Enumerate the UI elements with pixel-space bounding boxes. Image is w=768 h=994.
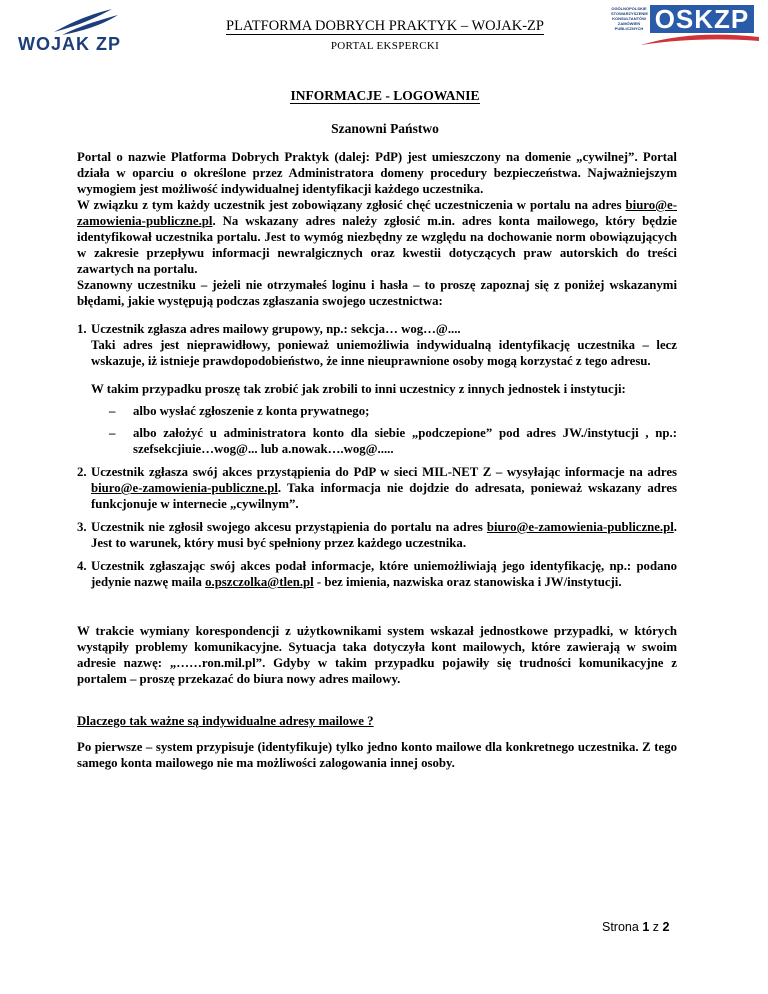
communication-paragraph: W trakcie wymiany korespondencji z użytkownikami system wskazał jednostkowe przypadki, w których wystąpiły problemy komunikacyjne. Sytuacja taka dotyczyła kont mailowych, które zawierają w swoim adresie nazwę: „……ron.mil.pl”. Gdyby w takim przypadku pojawiły się trudności komunikacyjne z portalem – proszę przekazać do biura nowy adres mailowy.: [77, 624, 677, 686]
why-paragraph: Po pierwsze – system przypisuje (identyfikuje) tylko jedno konto mailowe dla konkretnego uczestnika. Z tego samego konta mailowego nie ma możliwości zalogowania innej osoby.: [77, 740, 677, 770]
email-link[interactable]: o.pszczolka@tlen.pl: [205, 575, 314, 589]
wojak-zp-logo: [14, 6, 124, 58]
email-link[interactable]: biuro@e-zamowienia-publiczne.pl: [486, 520, 674, 534]
greeting: Szanowni Państwo: [331, 121, 439, 136]
oskzp-logo-small-text: OGÓLNOPOLSKIE STOWARZYSZENIE KONSULTANTÓW ZAMÓWIEŃ PUBLICZNYCH: [611, 6, 649, 31]
sub-list-item: – albo założyć u administratora konto dla siebie „podczepione” pod adres JW./instytucji , np.: szefsekcjiuie…wog@... lub a.nowak….wog@.....: [109, 426, 677, 456]
error-list: [77, 321, 677, 590]
list-item: 1. Uczestnik zgłasza adres mailowy grupowy, np.: sekcja… wog…@.... Taki adres jest nieprawidłowy, ponieważ uniemożliwia indywidualną identyfikację uczestnika – lecz wskazuje, iż istnieje prawdopodobieństwo, że inne nieuprawnione osoby mogą korzystać z tego adresu. W takim przypadku proszę tak zrobić jak zrobili to inni uczestnicy z innych jednostek i instytucji: – albo wysłać zgłoszenie z konta prywatnego; – albo założyć u administratora konto dla siebie „podczepione” pod adres JW./instytucji , np.: szefsekcjiuie…wog@... lub a.nowak….wog@.....: [77, 322, 677, 456]
oskzp-logo-wordmark: OSKZP: [650, 5, 754, 33]
flag-swoosh-icon: [641, 31, 761, 47]
email-link[interactable]: biuro@e-zamowienia-publiczne.pl: [91, 481, 278, 495]
logo-wordmark: WOJAK ZP: [18, 34, 122, 54]
document-body: [77, 149, 677, 771]
intro-paragraph-1: Portal o nazwie Platforma Dobrych Praktyk (dalej: PdP) jest umieszczony na domenie „cywilnej”. Portal działa w oparciu o określone przez Administratora domeny procedury bezpieczeństwa. Najważniejszym wymogiem jest możliwość indywidualnej identyfikacji każdego uczestnika.: [77, 150, 677, 196]
list-item: 4. Uczestnik zgłaszając swój akces podał informacje, które uniemożliwiają jego identyfikację, np.: podano jedynie nazwę maila o.pszczolka@tlen.pl - bez imienia, nazwiska oraz stanowiska i JW/instytucji.: [77, 559, 677, 589]
document-heading: INFORMACJE - LOGOWANIE: [290, 88, 480, 103]
email-link[interactable]: biuro@e-zamowienia-publiczne.pl: [77, 198, 677, 228]
why-heading: Dlaczego tak ważne są indywidualne adresy mailowe ?: [77, 714, 374, 728]
intro-paragraph-3: Szanowny uczestniku – jeżeli nie otrzymałeś loginu i hasła – to proszę zapoznaj się z poniżej wskazanymi błędami, jakie występują podczas zgłaszania swojego uczestnictwa:: [77, 278, 677, 308]
wave-mark-icon: [14, 6, 124, 36]
oskzp-logo: [611, 5, 761, 55]
header-title: PLATFORMA DOBRYCH PRAKTYK – WOJAK-ZP: [226, 18, 544, 34]
page-number: Strona 1 z 2: [602, 920, 670, 934]
header-subtitle: PORTAL EKSPERCKI: [330, 40, 440, 52]
list-item: 2. Uczestnik zgłasza swój akces przystąpienia do PdP w sieci MIL-NET Z – wysyłając informacje na adres biuro@e-zamowienia-publiczne.pl. Taka informacja nie dojdzie do adresata, ponieważ wskazany adres funkcjonuje w internecie „cywilnym”.: [77, 465, 677, 511]
intro-paragraph-2: W związku z tym każdy uczestnik jest zobowiązany zgłosić chęć uczestniczenia w portalu na adres biuro@e-zamowienia-publiczne.pl. Na wskazany adres należy zgłosić m.in. adres konta mailowego, który będzie identyfikował uczestnika portalu. Jest to wymóg niezbędny ze względu na dochowanie norm obowiązujących w zakresie przepływu informacji newralgicznych oraz kwestii dotyczących praw autorskich do treści zawartych na portalu.: [77, 198, 677, 276]
list-item: 3. Uczestnik nie zgłosił swojego akcesu przystąpienia do portalu na adres biuro@e-zamowienia-publiczne.pl. Jest to warunek, który musi być spełniony przez każdego uczestnika.: [77, 520, 677, 550]
sub-list-item: – albo wysłać zgłoszenie z konta prywatnego;: [109, 404, 370, 418]
